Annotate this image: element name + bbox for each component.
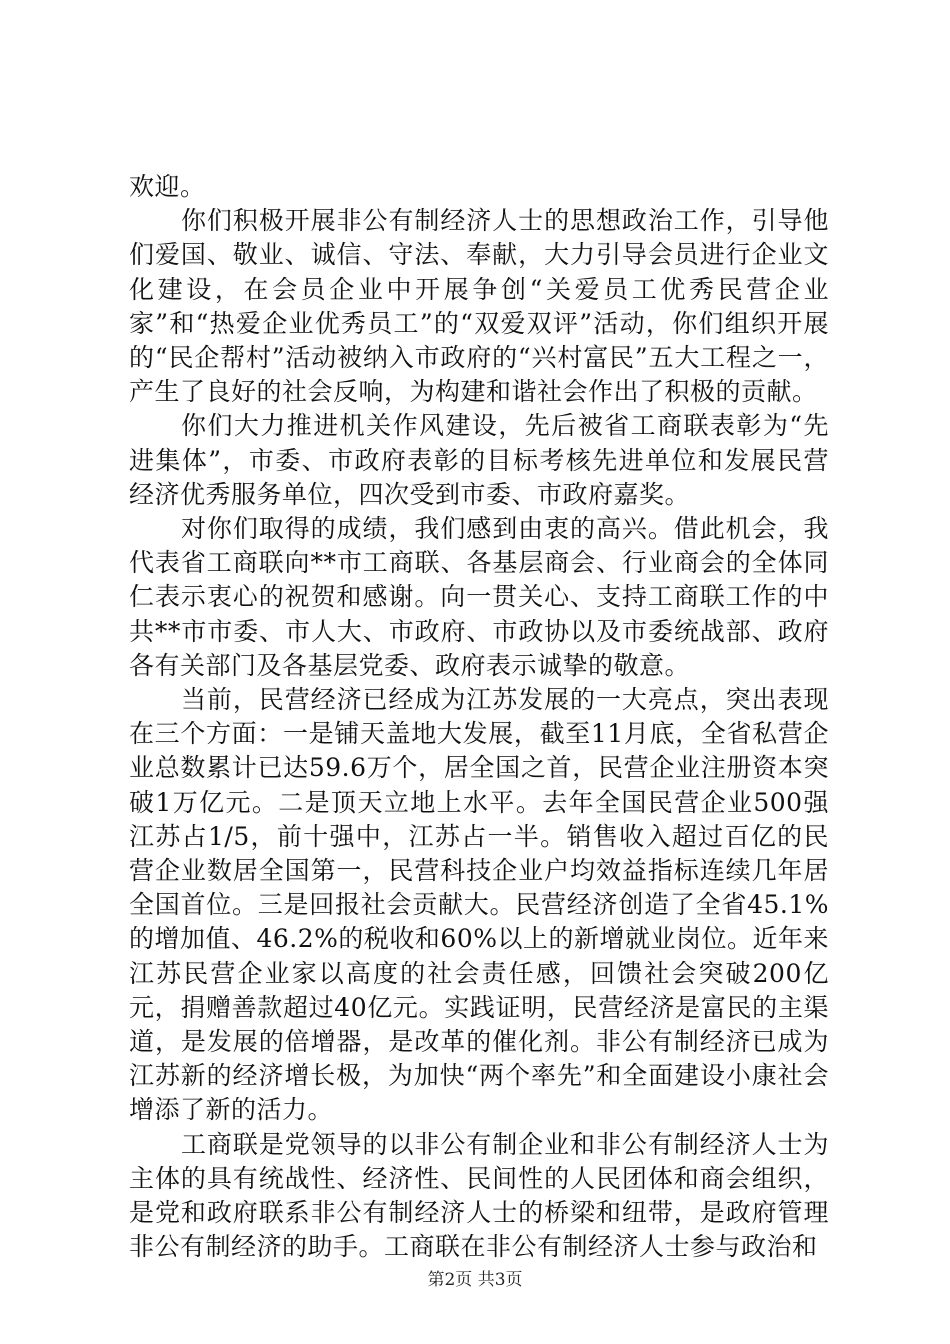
paragraph: 对你们取得的成绩，我们感到由衷的高兴。借此机会，我代表省工商联向**市工商联、各基层商会、行业商会的全体同仁表示衷心的祝贺和感谢。向一贯关心、支持工商联工作的中共**市市委、市人大、市政府、市政协以及市委统战部、政府各有关部门及各基层党委、政府表示诚挚的敬意。 — [129, 514, 829, 680]
paragraph: 工商联是党领导的以非公有制企业和非公有制经济人士为主体的具有统战性、经济性、民间性的人民团体和商会组织，是党和政府联系非公有制经济人士的桥梁和纽带，是政府管理非公有制经济的助手。工商联在非公有制经济人士参与政治和 — [129, 1129, 829, 1262]
paragraph: 你们大力推进机关作风建设，先后被省工商联表彰为“先进集体”，市委、市政府表彰的目标考核先进单位和发展民营经济优秀服务单位，四次受到市委、市政府嘉奖。 — [129, 411, 829, 509]
document-body — [129, 170, 829, 1265]
paragraph: 欢迎。 — [129, 172, 206, 201]
paragraph: 你们积极开展非公有制经济人士的思想政治工作，引导他们爱国、敬业、诚信、守法、奉献，大力引导会员进行企业文化建设，在会员企业中开展争创“关爱员工优秀民营企业家”和“热爱企业优秀员工”的“双爱双评”活动，你们组织开展的“民企帮村”活动被纳入市政府的“兴村富民”五大工程之一，产生了良好的社会反响，为构建和谐社会作出了积极的贡献。 — [129, 206, 829, 407]
page-number-footer: 第2页 共3页 — [427, 1270, 523, 1290]
paragraph: 当前，民营经济已经成为江苏发展的一大亮点，突出表现在三个方面：一是铺天盖地大发展，截至11月底，全省私营企业总数累计已达59.6万个，居全国之首，民营企业注册资本突破1万亿元。二是顶天立地上水平。去年全国民营企业500强江苏占1/5，前十强中，江苏占一半。销售收入超过百亿的民营企业数居全国第一，民营科技企业户均效益指标连续几年居全国首位。三是回报社会贡献大。民营经济创造了全省45.1%的增加值、46.2%的税收和60%以上的新增就业岗位。近年来江苏民营企业家以高度的社会责任感，回馈社会突破200亿元，捐赠善款超过40亿元。实践证明，民营经济是富民的主渠道，是发展的倍增器，是改革的催化剂。非公有制经济已成为江苏新的经济增长极，为加快“两个率先”和全面建设小康社会增添了新的活力。 — [129, 685, 829, 1125]
